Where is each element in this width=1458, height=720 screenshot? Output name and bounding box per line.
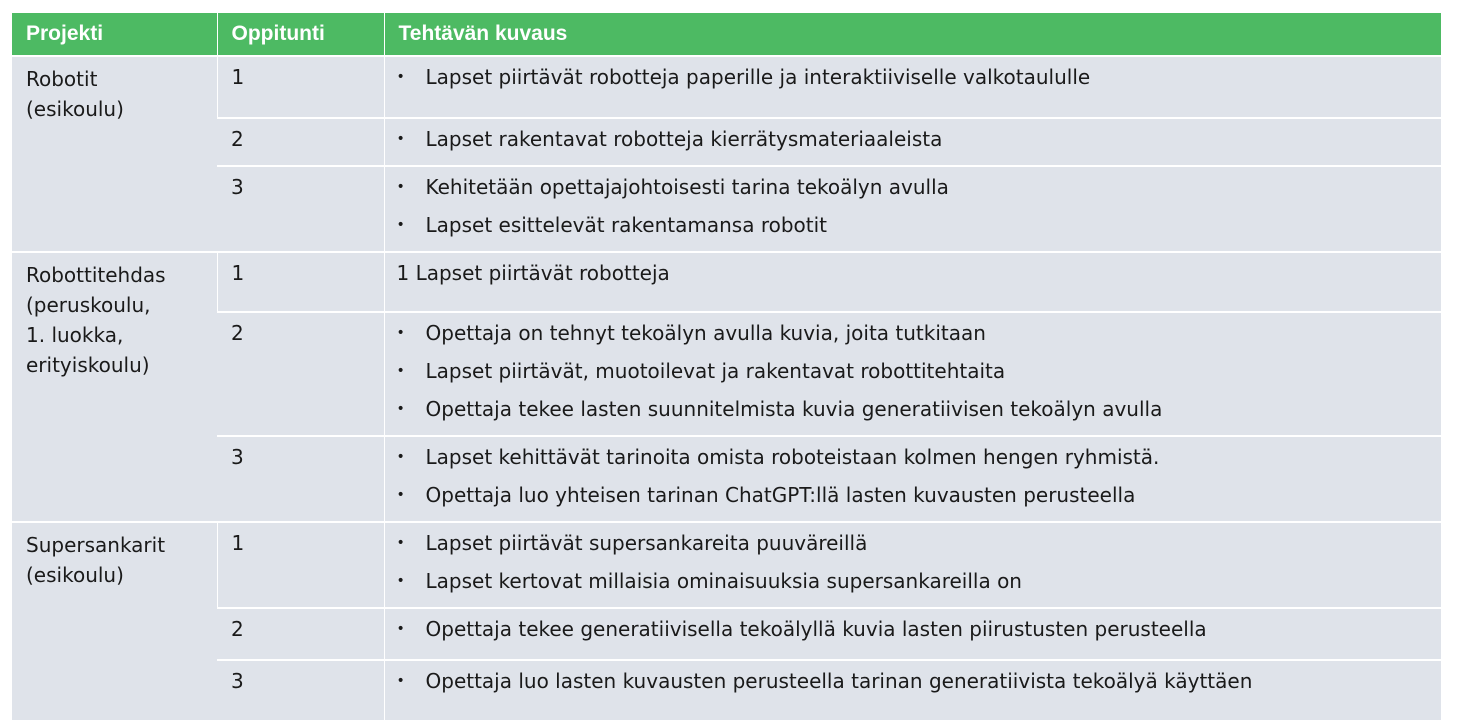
lesson-number: 1 xyxy=(217,522,384,608)
project-name-line: (esikoulu) xyxy=(26,97,124,121)
table-row xyxy=(12,660,1441,720)
task-cell xyxy=(384,252,1441,312)
lesson-number: 3 xyxy=(217,660,384,720)
task-cell xyxy=(384,436,1441,522)
table-row xyxy=(12,252,1441,312)
project-cell-robotit xyxy=(12,56,217,252)
task-list xyxy=(393,127,1442,151)
project-name-line: erityiskoulu) xyxy=(26,353,150,377)
task-cell xyxy=(384,118,1441,166)
table-row xyxy=(12,608,1441,660)
task-item: • Opettaja tekee generatiivisella tekoälyllä kuvia lasten piirustusten perusteella xyxy=(393,617,1442,641)
task-list xyxy=(393,445,1442,507)
task-text: 1 Lapset piirtävät robotteja xyxy=(396,261,670,285)
task-item: • Lapset kehittävät tarinoita omista roboteistaan kolmen hengen ryhmistä. xyxy=(393,445,1442,469)
task-item: • Lapset esittelevät rakentamansa robotit xyxy=(393,213,1442,237)
project-name-line: 1. luokka, xyxy=(26,323,124,347)
task-item: • Opettaja luo lasten kuvausten perusteella tarinan generatiivista tekoälyä käyttäen xyxy=(393,669,1442,693)
task-item: • Opettaja luo yhteisen tarinan ChatGPT:llä lasten kuvausten perusteella xyxy=(393,483,1442,507)
task-item: • Opettaja tekee lasten suunnitelmista kuvia generatiivisen tekoälyn avulla xyxy=(393,397,1442,421)
task-cell xyxy=(384,660,1441,720)
table-row xyxy=(12,166,1441,252)
project-cell-supersankarit xyxy=(12,522,217,720)
project-table xyxy=(12,13,1441,720)
task-list xyxy=(393,175,1442,237)
task-cell xyxy=(384,522,1441,608)
task-list xyxy=(393,531,1442,593)
task-item: • Lapset piirtävät, muotoilevat ja rakentavat robottitehtaita xyxy=(393,359,1442,383)
table-row xyxy=(12,312,1441,436)
project-name-line: Supersankarit xyxy=(26,533,166,557)
lesson-number: 1 xyxy=(217,252,384,312)
task-item: • Lapset rakentavat robotteja kierrätysmateriaaleista xyxy=(393,127,1442,151)
lesson-number: 3 xyxy=(217,166,384,252)
task-item: • Lapset piirtävät robotteja paperille ja interaktiiviselle valkotaululle xyxy=(393,65,1442,89)
task-item: • Lapset piirtävät supersankareita puuväreillä xyxy=(393,531,1442,555)
task-cell xyxy=(384,56,1441,118)
task-cell xyxy=(384,312,1441,436)
task-list xyxy=(393,321,1442,421)
lesson-number: 2 xyxy=(217,118,384,166)
header-row xyxy=(12,13,1441,56)
lesson-number: 2 xyxy=(217,312,384,436)
project-name-line: (esikoulu) xyxy=(26,563,124,587)
project-name-line: Robotit xyxy=(26,67,98,91)
task-item: • Lapset kertovat millaisia ominaisuuksia supersankareilla on xyxy=(393,569,1442,593)
task-cell xyxy=(384,166,1441,252)
task-list xyxy=(393,669,1442,693)
table-row xyxy=(12,118,1441,166)
task-cell xyxy=(384,608,1441,660)
header-projekti: Projekti xyxy=(12,13,217,56)
lesson-number: 3 xyxy=(217,436,384,522)
project-name-line: (peruskoulu, xyxy=(26,293,151,317)
lesson-number: 1 xyxy=(217,56,384,118)
task-list xyxy=(393,617,1442,641)
project-name-line: Robottitehdas xyxy=(26,263,166,287)
table-row xyxy=(12,436,1441,522)
table-row xyxy=(12,522,1441,608)
project-cell-robottitehdas xyxy=(12,252,217,522)
task-list xyxy=(393,65,1442,89)
header-kuvaus: Tehtävän kuvaus xyxy=(384,13,1441,56)
header-oppitunti: Oppitunti xyxy=(217,13,384,56)
task-item: • Kehitetään opettajajohtoisesti tarina tekoälyn avulla xyxy=(393,175,1442,199)
table-row xyxy=(12,56,1441,118)
lesson-number: 2 xyxy=(217,608,384,660)
task-item: • Opettaja on tehnyt tekoälyn avulla kuvia, joita tutkitaan xyxy=(393,321,1442,345)
